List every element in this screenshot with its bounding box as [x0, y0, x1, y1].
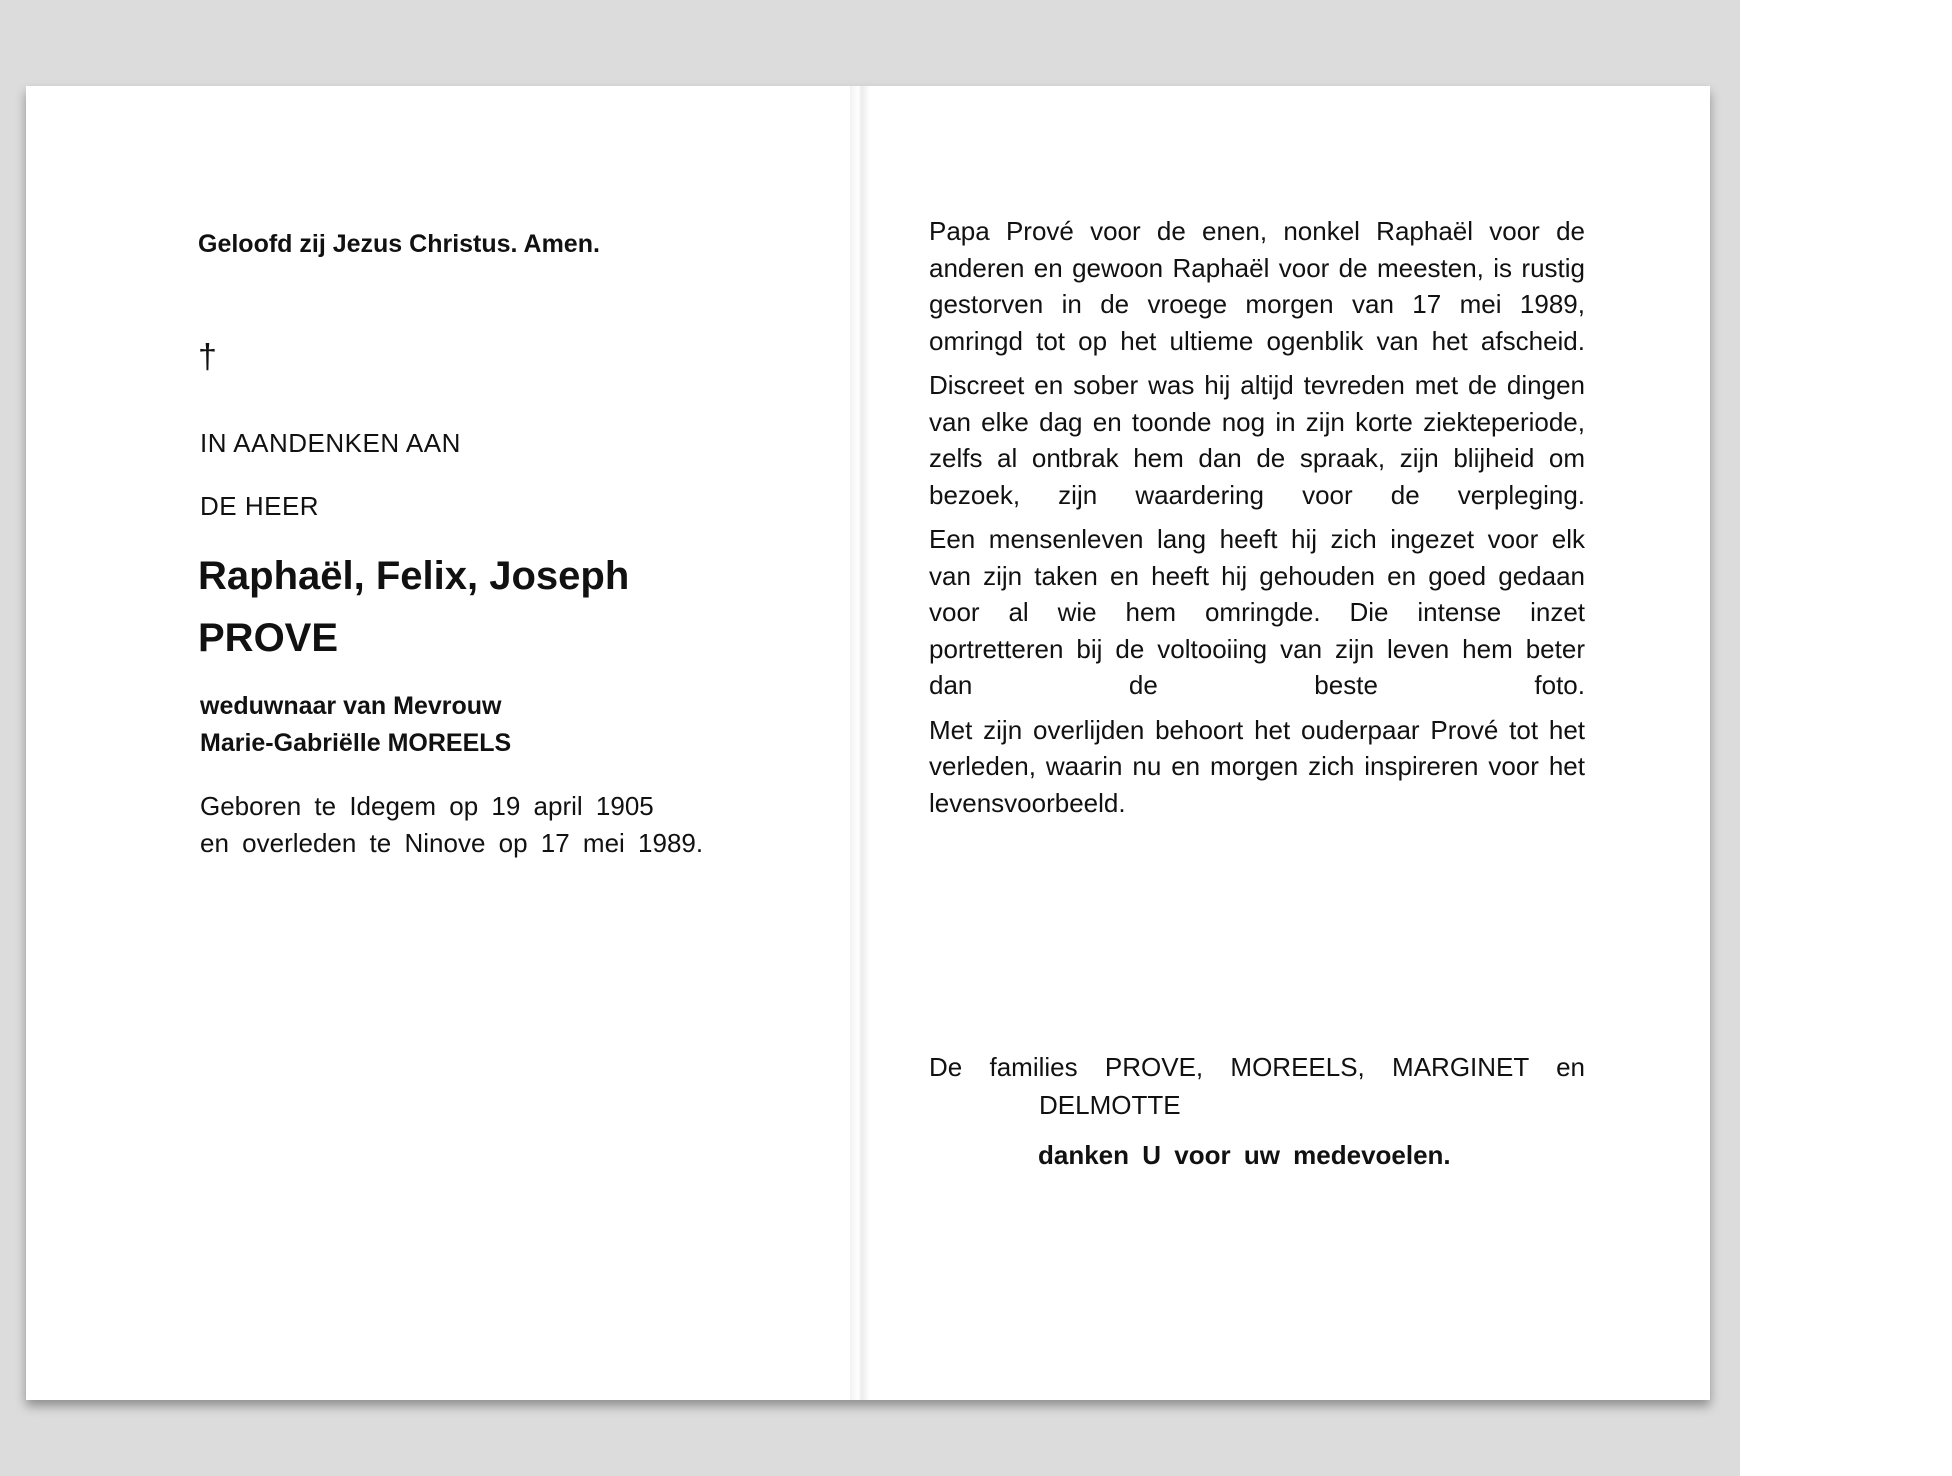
deceased-surname: PROVE — [198, 616, 339, 660]
obituary-text — [929, 213, 1585, 829]
thanks-line: danken U voor uw medevoelen. — [1038, 1140, 1451, 1170]
left-panel — [26, 86, 850, 1400]
death-line: en overleden te Ninove op 17 mei 1989. — [200, 828, 704, 858]
life-dates — [200, 788, 703, 862]
families-line-2: DELMOTTE — [1039, 1090, 1181, 1120]
obituary-paragraph-1: Papa Prové voor de enen, nonkel Raphaël voor de anderen en gewoon Raphaël voor de meesten, is rustig gestorven in de vroege morgen van 17 mei 1989, omringd tot op het ultieme ogenblik van het afscheid. — [929, 216, 1585, 356]
in-memory-heading: IN AANDENKEN AAN — [200, 428, 461, 458]
deceased-first-names: Raphaël, Felix, Joseph — [198, 554, 630, 598]
card-fold — [850, 86, 870, 1400]
motto: Geloofd zij Jezus Christus. Amen. — [198, 230, 600, 258]
cross-icon: † — [198, 338, 217, 376]
honorific: DE HEER — [200, 491, 320, 521]
widower-line-2: Marie-Gabriëlle MOREELS — [200, 729, 512, 757]
birth-line: Geboren te Idegem op 19 april 1905 — [200, 791, 654, 821]
widower-line-1: weduwnaar van Mevrouw — [200, 692, 502, 720]
obituary-paragraph-4: Met zijn overlijden behoort het ouderpaar Prové tot het verleden, waarin nu en morgen zich inspireren voor het levensvoorbeeld. — [929, 714, 1585, 818]
families-signature — [929, 1048, 1585, 1124]
obituary-paragraph-3: Een mensenleven lang heeft hij zich ingezet voor elk van zijn taken en heeft hij gehouden en goed gedaan voor al wie hem omringde. Die intense inzet portretteren bij de voltooiing van zijn leven hem beter dan de beste foto. — [929, 524, 1585, 700]
obituary-paragraph-2: Discreet en sober was hij altijd tevreden met de dingen van elke dag en toonde nog in zijn korte ziekteperiode, zelfs al ontbrak hem dan de spraak, zijn blijheid om bezoek, zijn waardering voor de verpleging. — [929, 370, 1585, 510]
families-line-1: De families PROVE, MOREELS, MARGINET en — [929, 1052, 1585, 1082]
widower-info — [200, 688, 511, 762]
